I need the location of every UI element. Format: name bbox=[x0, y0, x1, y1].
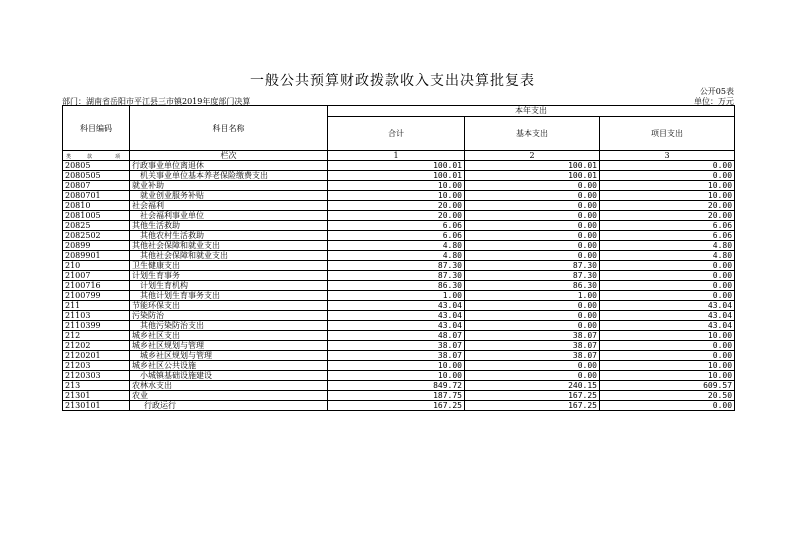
row-basic: 0.00 bbox=[465, 211, 600, 221]
row-name: 其他农村生活救助 bbox=[130, 231, 328, 241]
row-name: 农业 bbox=[130, 391, 328, 401]
row-code: 2089901 bbox=[63, 251, 130, 261]
table-row bbox=[63, 211, 735, 221]
row-name: 其他计划生育事务支出 bbox=[130, 291, 328, 301]
row-project: 20.00 bbox=[600, 201, 735, 211]
row-project: 4.80 bbox=[600, 251, 735, 261]
table-row bbox=[63, 331, 735, 341]
header-xiang: 项 bbox=[115, 154, 121, 160]
row-project: 6.06 bbox=[600, 231, 735, 241]
header-col-1: 1 bbox=[328, 151, 465, 161]
row-total: 4.80 bbox=[328, 241, 465, 251]
row-total: 6.06 bbox=[328, 231, 465, 241]
row-basic: 100.01 bbox=[465, 171, 600, 181]
row-name: 小城镇基础设施建设 bbox=[130, 371, 328, 381]
row-project: 10.00 bbox=[600, 371, 735, 381]
row-name: 节能环保支出 bbox=[130, 301, 328, 311]
row-name: 行政运行 bbox=[130, 401, 328, 411]
row-basic: 0.00 bbox=[465, 201, 600, 211]
table-row bbox=[63, 281, 735, 291]
row-name: 行政事业单位离退休 bbox=[130, 161, 328, 171]
row-project: 10.00 bbox=[600, 361, 735, 371]
row-name: 城乡社区支出 bbox=[130, 331, 328, 341]
row-name: 城乡社区公共设施 bbox=[130, 361, 328, 371]
table-row bbox=[63, 371, 735, 381]
row-basic: 0.00 bbox=[465, 311, 600, 321]
row-basic: 0.00 bbox=[465, 181, 600, 191]
row-basic: 0.00 bbox=[465, 221, 600, 231]
row-name: 就业补助 bbox=[130, 181, 328, 191]
row-total: 86.30 bbox=[328, 281, 465, 291]
row-code: 2080505 bbox=[63, 171, 130, 181]
budget-table bbox=[62, 105, 735, 411]
row-project: 10.00 bbox=[600, 191, 735, 201]
row-name: 计划生育事务 bbox=[130, 271, 328, 281]
row-code: 2130101 bbox=[63, 401, 130, 411]
row-name: 城乡社区规划与管理 bbox=[130, 351, 328, 361]
row-total: 43.04 bbox=[328, 301, 465, 311]
row-code: 20805 bbox=[63, 161, 130, 171]
row-project: 10.00 bbox=[600, 331, 735, 341]
row-total: 48.07 bbox=[328, 331, 465, 341]
row-total: 10.00 bbox=[328, 371, 465, 381]
row-project: 4.80 bbox=[600, 241, 735, 251]
table-row bbox=[63, 341, 735, 351]
row-name: 计划生育机构 bbox=[130, 281, 328, 291]
table-row bbox=[63, 301, 735, 311]
row-basic: 0.00 bbox=[465, 251, 600, 261]
row-basic: 0.00 bbox=[465, 301, 600, 311]
row-name: 污染防治 bbox=[130, 311, 328, 321]
row-total: 20.00 bbox=[328, 201, 465, 211]
row-code: 2120303 bbox=[63, 371, 130, 381]
row-name: 其他社会保障和就业支出 bbox=[130, 241, 328, 251]
row-total: 100.01 bbox=[328, 171, 465, 181]
row-code: 21103 bbox=[63, 311, 130, 321]
table-row bbox=[63, 241, 735, 251]
row-total: 1.00 bbox=[328, 291, 465, 301]
table-row bbox=[63, 261, 735, 271]
row-name: 城乡社区规划与管理 bbox=[130, 341, 328, 351]
table-row bbox=[63, 321, 735, 331]
row-code: 20810 bbox=[63, 201, 130, 211]
header-kuan: 款 bbox=[87, 154, 93, 160]
row-total: 849.72 bbox=[328, 381, 465, 391]
row-total: 167.25 bbox=[328, 401, 465, 411]
header-current-year: 本年支出 bbox=[328, 106, 735, 117]
table-row bbox=[63, 391, 735, 401]
header-total: 合计 bbox=[328, 117, 465, 151]
row-code: 21301 bbox=[63, 391, 130, 401]
row-project: 43.04 bbox=[600, 301, 735, 311]
header-code: 科目编码 bbox=[63, 106, 130, 151]
row-basic: 0.00 bbox=[465, 231, 600, 241]
row-project: 609.57 bbox=[600, 381, 735, 391]
row-total: 6.06 bbox=[328, 221, 465, 231]
row-basic: 0.00 bbox=[465, 371, 600, 381]
header-basic: 基本支出 bbox=[465, 117, 600, 151]
row-basic: 240.15 bbox=[465, 381, 600, 391]
table-row bbox=[63, 381, 735, 391]
row-code: 211 bbox=[63, 301, 130, 311]
row-basic: 87.30 bbox=[465, 261, 600, 271]
row-code: 2081005 bbox=[63, 211, 130, 221]
row-project: 0.00 bbox=[600, 291, 735, 301]
table-row bbox=[63, 291, 735, 301]
row-total: 10.00 bbox=[328, 361, 465, 371]
row-code: 2082502 bbox=[63, 231, 130, 241]
header-level-cell bbox=[63, 151, 130, 161]
row-total: 87.30 bbox=[328, 261, 465, 271]
row-name: 其他污染防治支出 bbox=[130, 321, 328, 331]
row-code: 20899 bbox=[63, 241, 130, 251]
row-total: 100.01 bbox=[328, 161, 465, 171]
row-code: 21007 bbox=[63, 271, 130, 281]
row-basic: 0.00 bbox=[465, 191, 600, 201]
table-row bbox=[63, 181, 735, 191]
row-project: 43.04 bbox=[600, 321, 735, 331]
row-code: 212 bbox=[63, 331, 130, 341]
header-lanci: 栏次 bbox=[130, 151, 328, 161]
row-project: 0.00 bbox=[600, 281, 735, 291]
row-total: 187.75 bbox=[328, 391, 465, 401]
row-code: 2110399 bbox=[63, 321, 130, 331]
row-total: 38.07 bbox=[328, 341, 465, 351]
row-code: 2100799 bbox=[63, 291, 130, 301]
table-row bbox=[63, 351, 735, 361]
row-code: 21203 bbox=[63, 361, 130, 371]
row-code: 210 bbox=[63, 261, 130, 271]
row-name: 其他社会保障和就业支出 bbox=[130, 251, 328, 261]
table-row bbox=[63, 311, 735, 321]
row-total: 10.00 bbox=[328, 181, 465, 191]
row-total: 87.30 bbox=[328, 271, 465, 281]
row-name: 就业创业服务补贴 bbox=[130, 191, 328, 201]
row-code: 2100716 bbox=[63, 281, 130, 291]
row-project: 20.00 bbox=[600, 211, 735, 221]
row-project: 0.00 bbox=[600, 341, 735, 351]
department-label: 部门：湖南省岳阳市平江县三市镇2019年度部门决算 bbox=[62, 97, 251, 106]
row-project: 10.00 bbox=[600, 181, 735, 191]
row-project: 0.00 bbox=[600, 271, 735, 281]
row-code: 20825 bbox=[63, 221, 130, 231]
row-basic: 0.00 bbox=[465, 241, 600, 251]
row-total: 20.00 bbox=[328, 211, 465, 221]
header-lei: 类 bbox=[66, 154, 72, 160]
header-row-1 bbox=[63, 106, 735, 117]
header-name: 科目名称 bbox=[130, 106, 328, 151]
table-row bbox=[63, 171, 735, 181]
header-row-3 bbox=[63, 151, 735, 161]
row-code: 2120201 bbox=[63, 351, 130, 361]
header-col-2: 2 bbox=[465, 151, 600, 161]
row-code: 21202 bbox=[63, 341, 130, 351]
row-name: 卫生健康支出 bbox=[130, 261, 328, 271]
table-row bbox=[63, 271, 735, 281]
row-basic: 87.30 bbox=[465, 271, 600, 281]
row-code: 20807 bbox=[63, 181, 130, 191]
table-row bbox=[63, 251, 735, 261]
row-total: 43.04 bbox=[328, 311, 465, 321]
row-basic: 167.25 bbox=[465, 401, 600, 411]
row-name: 社会福利 bbox=[130, 201, 328, 211]
row-project: 0.00 bbox=[600, 261, 735, 271]
row-basic: 86.30 bbox=[465, 281, 600, 291]
row-name: 农林水支出 bbox=[130, 381, 328, 391]
row-total: 10.00 bbox=[328, 191, 465, 201]
row-basic: 0.00 bbox=[465, 361, 600, 371]
row-name: 其他生活救助 bbox=[130, 221, 328, 231]
row-basic: 38.07 bbox=[465, 341, 600, 351]
row-basic: 1.00 bbox=[465, 291, 600, 301]
row-project: 20.50 bbox=[600, 391, 735, 401]
table-row bbox=[63, 201, 735, 211]
row-project: 0.00 bbox=[600, 401, 735, 411]
table-row bbox=[63, 361, 735, 371]
row-project: 0.00 bbox=[600, 171, 735, 181]
form-number: 公开05表 bbox=[699, 87, 734, 96]
row-basic: 167.25 bbox=[465, 391, 600, 401]
row-basic: 38.07 bbox=[465, 351, 600, 361]
row-project: 0.00 bbox=[600, 161, 735, 171]
header-project: 项目支出 bbox=[600, 117, 735, 151]
row-basic: 100.01 bbox=[465, 161, 600, 171]
row-basic: 38.07 bbox=[465, 331, 600, 341]
row-name: 机关事业单位基本养老保险缴费支出 bbox=[130, 171, 328, 181]
table-row bbox=[63, 401, 735, 411]
row-total: 4.80 bbox=[328, 251, 465, 261]
table-row bbox=[63, 191, 735, 201]
row-name: 社会福利事业单位 bbox=[130, 211, 328, 221]
table-row bbox=[63, 221, 735, 231]
row-project: 6.06 bbox=[600, 221, 735, 231]
row-code: 213 bbox=[63, 381, 130, 391]
row-project: 0.00 bbox=[600, 351, 735, 361]
row-total: 38.07 bbox=[328, 351, 465, 361]
row-project: 43.04 bbox=[600, 311, 735, 321]
table-row bbox=[63, 161, 735, 171]
row-basic: 0.00 bbox=[465, 321, 600, 331]
table-row bbox=[63, 231, 735, 241]
unit-label: 单位：万元 bbox=[694, 97, 734, 106]
document-title: 一般公共预算财政拨款收入支出决算批复表 bbox=[250, 73, 535, 89]
header-col-3: 3 bbox=[600, 151, 735, 161]
row-total: 43.04 bbox=[328, 321, 465, 331]
row-code: 2080701 bbox=[63, 191, 130, 201]
